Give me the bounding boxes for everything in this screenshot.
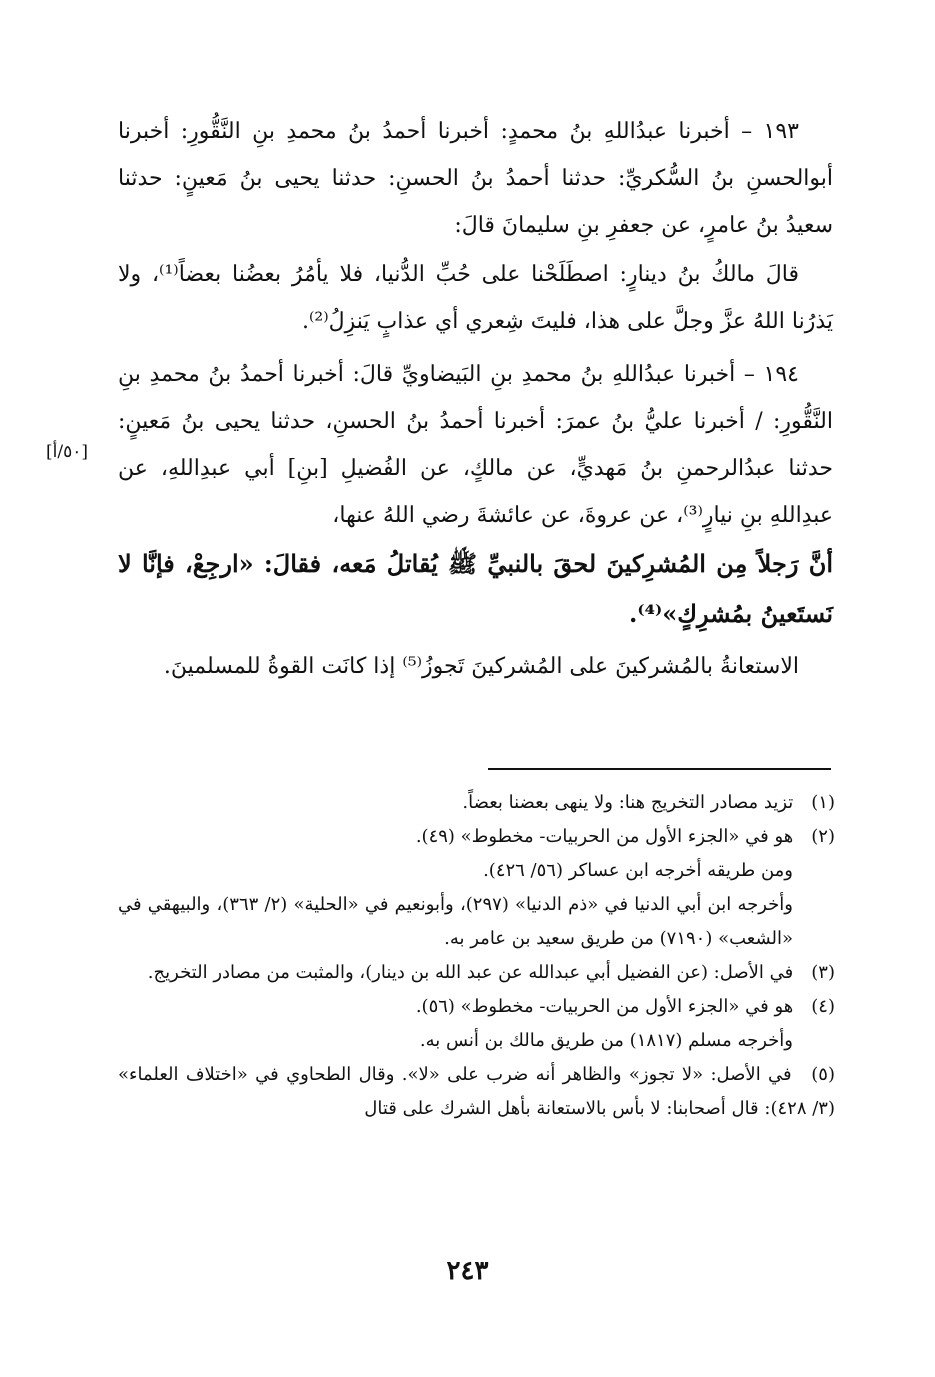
- paragraph-194: ١٩٤ – أخبرنا عبدُاللهِ بنُ محمدِ بنِ البَيضاويِّ قالَ: أخبرنا أحمدُ بنُ محمدِ بنِ النَّقُّورِ: / أخبرنا عليُّ بنُ عمرَ: أخبرنا أحمدُ بنُ الحسنِ، حدثنا يحيى بنُ مَعينٍ: حدثنا عبدُالرحمنِ بنُ مَهديٍّ، عن مالكٍ، عن الفُضيلِ [بنِ] أبي عبدِاللهِ، عن عبدِاللهِ بنِ نيارٍ⁽³⁾، عن عروةَ، عن عائشةَ رضي اللهُ عنها،: [118, 362, 833, 528]
- footnote-number: (١): [811, 792, 835, 813]
- footnote-text: هو في «الجزء الأول من الحربيات- مخطوط» (٤٩).: [415, 826, 794, 847]
- footnote-2-continuation: ومن طريقه أخرجه ابن عساكر (٥٦/ ٤٢٦).: [483, 860, 793, 881]
- page-number: ٢٤٣: [446, 1256, 489, 1286]
- footnote-text: في الأصل: «لا تجوز» والظاهر أنه ضرب على «لا». وقال الطحاوي في «اختلاف العلماء» (٣/ ٤٢٨): قال أصحابنا: لا بأس بالاستعانة بأهل الشرك على قتال: [118, 1064, 835, 1119]
- footnote-5: [118, 1058, 835, 1126]
- footnote-number: (٥): [811, 1064, 835, 1085]
- footnote-text: في الأصل: (عن الفضيل أبي عبدالله عن عبد الله بن دينار)، والمثبت من مصادر التخريج.: [147, 962, 794, 983]
- footnote-number: (٣): [811, 962, 835, 983]
- footnote-4-continuation: وأخرجه مسلم (١٨١٧) من طريق مالك بن أنس به.: [419, 1030, 793, 1051]
- footnotes: [118, 786, 835, 1126]
- paragraph-193-quote: قالَ مالكُ بنُ دينارٍ: اصطَلَحْنا على حُبِّ الدُّنيا، فلا يأمُرُ بعضُنا بعضاً⁽¹⁾، ولا يَذرُنا اللهُ عزَّ وجلَّ على هذا، فليتَ شِعري أي عذابٍ يَنزِلُ⁽²⁾.: [118, 262, 833, 334]
- footnote-text: هو في «الجزء الأول من الحربيات- مخطوط» (٥٦).: [415, 996, 794, 1017]
- footnote-2: [118, 820, 835, 854]
- manuscript-folio-reference: [٥٠/أ]: [46, 442, 88, 462]
- main-text: [118, 108, 833, 690]
- footnote-3: [118, 956, 835, 990]
- footnote-number: (٤): [811, 996, 835, 1017]
- paragraph-193: ١٩٣ – أخبرنا عبدُاللهِ بنُ محمدٍ: أخبرنا أحمدُ بنُ محمدِ بنِ النَّقُّورِ: أخبرنا أبوالحسنِ بنُ السُّكريِّ: حدثنا أحمدُ بنُ الحسنِ: حدثنا يحيى بنُ مَعينٍ: حدثنا سعيدُ بنُ عامرٍ، عن جعفرِ بنِ سليمانَ قالَ:: [118, 119, 833, 238]
- hadith-text: أنَّ رَجلاً مِن المُشرِكينَ لحقَ بالنبيِّ ﷺ يُقاتلُ مَعه، فقالَ: «ارجِعْ، فإنَّا لا نَستَعينُ بمُشرِكٍ»⁽⁴⁾.: [118, 549, 833, 628]
- chapter-statement: الاستعانةُ بالمُشركينَ على المُشركينَ تَجوزُ⁽⁵⁾ إذا كانَت القوةُ للمسلمينَ.: [163, 654, 799, 679]
- footnote-separator: [488, 768, 831, 770]
- footnote-1: [118, 786, 835, 820]
- footnote-text: تزيد مصادر التخريج هنا: ولا ينهى بعضنا بعضاً.: [462, 792, 794, 813]
- footnote-4: [118, 990, 835, 1024]
- footnote-number: (٢): [811, 826, 835, 847]
- footnote-2-continuation: وأخرجه ابن أبي الدنيا في «ذم الدنيا» (٢٩٧)، وأبونعيم في «الحلية» (٢/ ٣٦٣)، والبيهقي في «الشعب» (٧١٩٠) من طريق سعيد بن عامر به.: [118, 894, 793, 949]
